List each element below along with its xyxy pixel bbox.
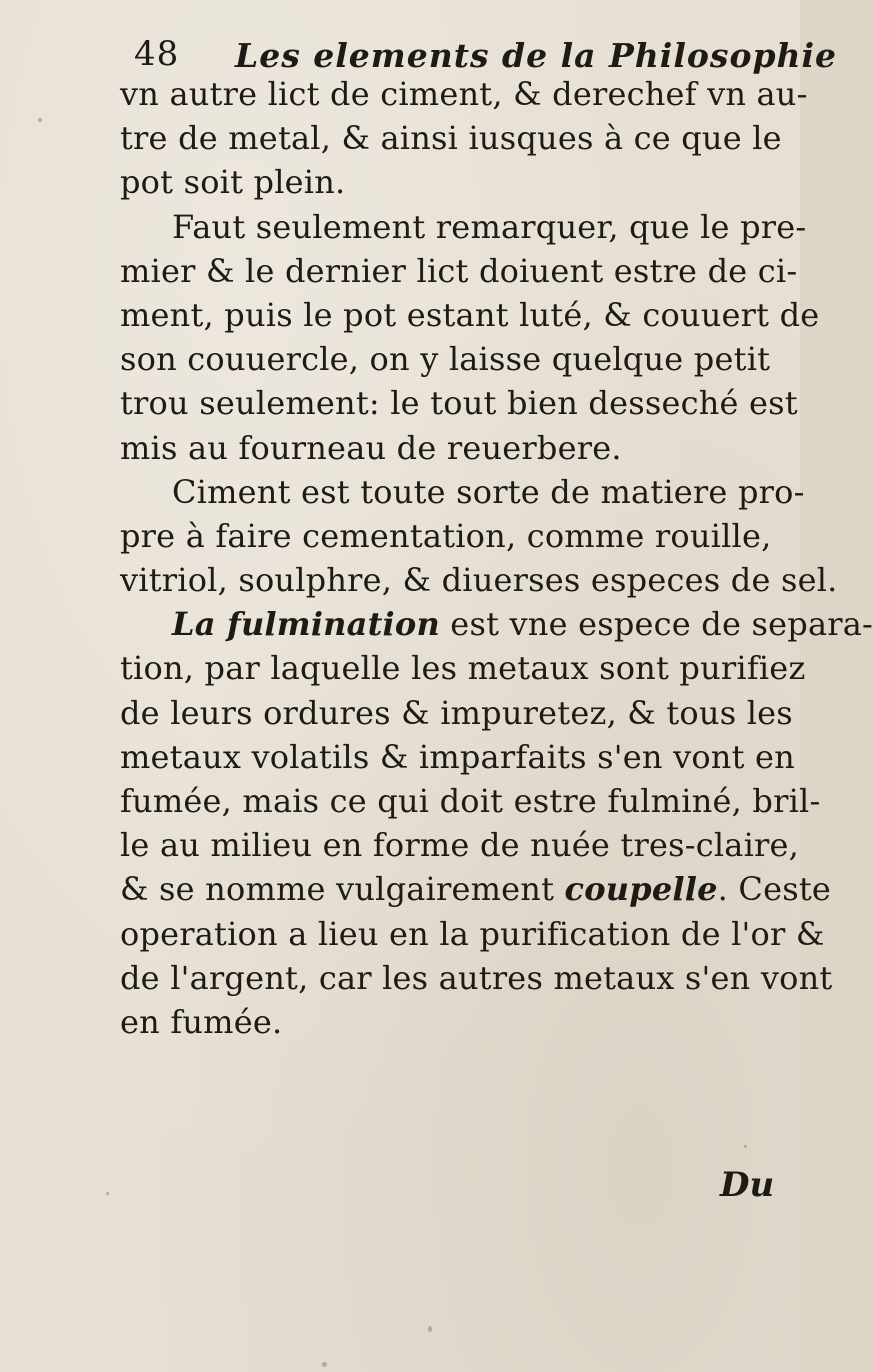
line-rest: est vne espece de separa- (439, 605, 873, 644)
text-line: de leurs ordures & impuretez, & tous les (120, 693, 793, 732)
text-line: fumée, mais ce qui doit estre fulminé, bril- (120, 782, 821, 820)
text-line: le au milieu en forme de nuée tres-claire, (120, 826, 800, 865)
text-line: trou seulement: le tout bien desseché est (120, 384, 798, 423)
text-line: operation a lieu en la purification de l'or & (120, 914, 825, 953)
text-line: en fumée. (120, 1002, 283, 1041)
text-line: metaux volatils & imparfaits s'en vont en (120, 737, 795, 776)
paper-speck (38, 118, 42, 122)
text-line: tre de metal, & ainsi iusques à ce que le (120, 119, 782, 158)
paper-speck (322, 1362, 327, 1367)
text-line: pre à faire cementation, comme rouille, (120, 516, 772, 555)
italic-term: coupelle (564, 870, 718, 909)
text-line: vn autre lict de ciment, & derechef vn au- (120, 75, 808, 113)
text-line: tion, par laquelle les metaux sont purifiez (120, 649, 806, 688)
paper-speck (106, 1192, 109, 1195)
text-line (120, 867, 832, 911)
text-line: pot soit plein. (120, 163, 346, 202)
text-line: mier & le dernier lict doiuent estre de ci- (120, 251, 798, 290)
paper-speck (744, 1145, 747, 1148)
paragraph-start-line: Faut seulement remarquer, que le pre- (172, 207, 807, 246)
text-line: de l'argent, car les autres metaux s'en vont (120, 958, 833, 997)
body-text (120, 72, 873, 1044)
text-line: son couuercle, on y laisse quelque petit (120, 340, 771, 379)
italic-term: La fulmination (172, 605, 440, 644)
page-number: 48 (134, 34, 180, 74)
running-title: Les elements de la Philosophie (235, 36, 838, 75)
text-line: vitriol, soulphre, & diuerses especes de sel. (120, 561, 838, 600)
catchword: Du (720, 1165, 775, 1205)
paper-speck (428, 1326, 432, 1332)
paragraph-start-line: Ciment est toute sorte de matiere pro- (172, 472, 805, 511)
paragraph-start-line (120, 602, 873, 646)
text-line: ment, puis le pot estant luté, & couuert de (120, 295, 820, 334)
line-rest: . Ceste (717, 870, 832, 909)
text-line: mis au fourneau de reuerbere. (120, 428, 622, 467)
line-start: & se nomme vulgairement (120, 870, 565, 909)
